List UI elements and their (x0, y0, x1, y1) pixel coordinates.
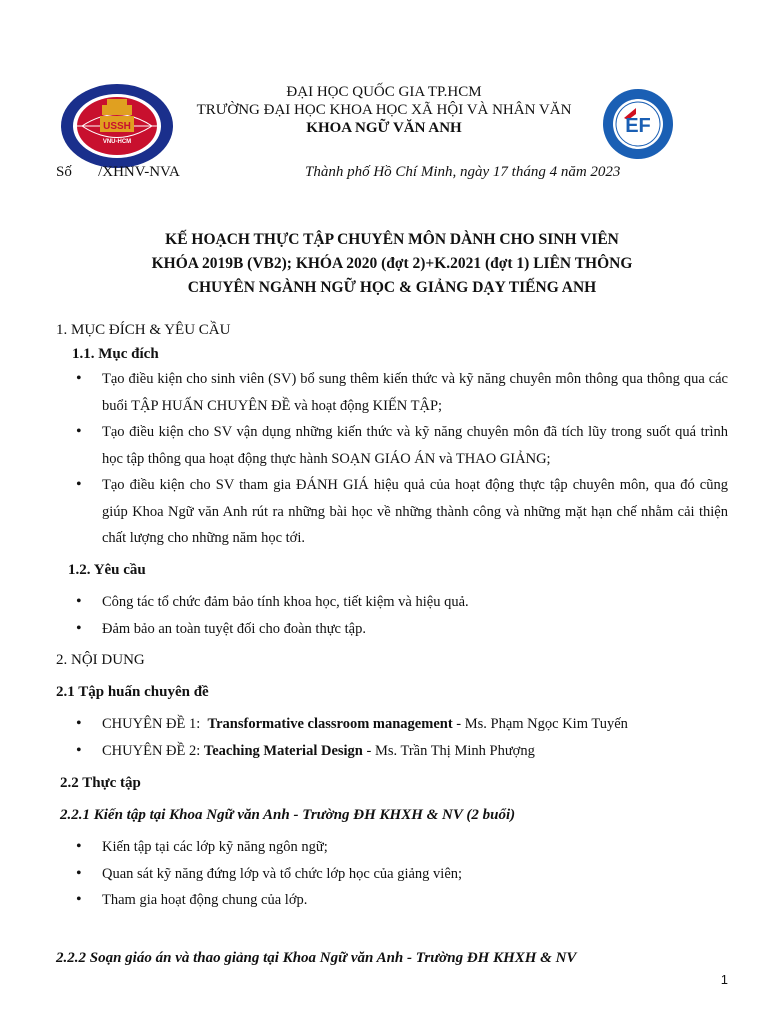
list-item: • Tạo điều kiện cho SV tham gia ĐÁNH GIÁ hiệu quả của hoạt động thực tập chuyên môn, qua đó cũng giúp Khoa Ngữ văn Anh rút ra những bài học về những thành công và những mặt hạn chế nhằm cải thiện chất lượng cho những năm học tới. (56, 472, 728, 552)
section-2-1-heading: 2.1 Tập huấn chuyên đề (56, 684, 209, 700)
list-item: • Tham gia hoạt động chung của lớp. (56, 887, 728, 914)
title-line-1: KẾ HOẠCH THỰC TẬP CHUYÊN MÔN DÀNH CHO SINH VIÊN (165, 231, 619, 248)
list-item: • Tạo điều kiện cho SV vận dụng những kiến thức và kỹ năng chuyên môn đã tích lũy trong suốt quá trình học tập thông qua hoạt động thực hành SOẠN GIÁO ÁN và THAO GIẢNG; (56, 419, 728, 472)
section-2-2-heading: 2.2 Thực tập (60, 775, 141, 791)
list-item: • Quan sát kỹ năng đứng lớp và tổ chức lớp học của giảng viên; (56, 861, 728, 888)
topic-list (56, 711, 728, 764)
topic-prefix: CHUYÊN ĐỀ 2: (102, 742, 204, 759)
list-item: • Kiến tập tại các lớp kỹ năng ngôn ngữ; (56, 834, 728, 861)
ussh-logo-text: USSH (103, 121, 131, 132)
purpose-list (56, 366, 728, 552)
title-line-3: CHUYÊN NGÀNH NGỮ HỌC & GIẢNG DẠY TIẾNG ANH (187, 279, 597, 296)
list-item (56, 738, 728, 765)
ussh-logo-subtext: VNU-HCM (102, 139, 132, 145)
faculty-logo-text: EF (625, 115, 651, 137)
university-name: ĐẠI HỌC QUỐC GIA TP.HCM (286, 84, 482, 100)
document-number: Số /XHNV-NVA (56, 164, 180, 180)
title-line-2: KHÓA 2019B (VB2); KHÓA 2020 (đợt 2)+K.2021 (đợt 1) LIÊN THÔNG (151, 255, 633, 272)
list-item: • Tạo điều kiện cho sinh viên (SV) bổ sung thêm kiến thức và kỹ năng chuyên môn thông qua thông qua các buổi TẬP HUẤN CHUYÊN ĐỀ và hoạt động KIẾN TẬP; (56, 366, 728, 419)
section-1-heading: 1. MỤC ĐÍCH & YÊU CẦU (56, 322, 231, 338)
requirement-list (56, 589, 728, 642)
list-item (56, 711, 728, 738)
list-item: • Đảm bảo an toàn tuyệt đối cho đoàn thực tập. (56, 616, 728, 643)
section-2-2-2-heading: 2.2.2 Soạn giáo án và thao giảng tại Khoa Ngữ văn Anh - Trường ĐH KHXH & NV (56, 950, 577, 966)
section-2-2-1-heading: 2.2.1 Kiến tập tại Khoa Ngữ văn Anh - Trường ĐH KHXH & NV (2 buổi) (60, 807, 516, 823)
topic-name: Teaching Material Design (203, 742, 363, 759)
section-1-2-heading: 1.2. Yêu cầu (68, 562, 146, 578)
school-name: TRƯỜNG ĐẠI HỌC KHOA HỌC XÃ HỘI VÀ NHÂN VĂN (196, 102, 572, 118)
section-1-1-heading: 1.1. Mục đích (72, 346, 159, 362)
topic-presenter: - Ms. Trần Thị Minh Phượng (362, 742, 535, 759)
page-number: 1 (720, 972, 728, 987)
list-item: • Công tác tổ chức đảm bảo tính khoa học, tiết kiệm và hiệu quả. (56, 589, 728, 616)
topic-presenter: - Ms. Phạm Ngọc Kim Tuyến (452, 716, 628, 732)
section-2-heading: 2. NỘI DUNG (56, 652, 145, 668)
observation-list (56, 834, 728, 914)
topic-prefix: CHUYÊN ĐỀ 1: (102, 716, 208, 732)
topic-name: Transformative classroom management (207, 716, 453, 732)
place-date: Thành phố Hồ Chí Minh, ngày 17 tháng 4 năm 2023 (305, 164, 621, 180)
faculty-name: KHOA NGỮ VĂN ANH (306, 120, 462, 136)
